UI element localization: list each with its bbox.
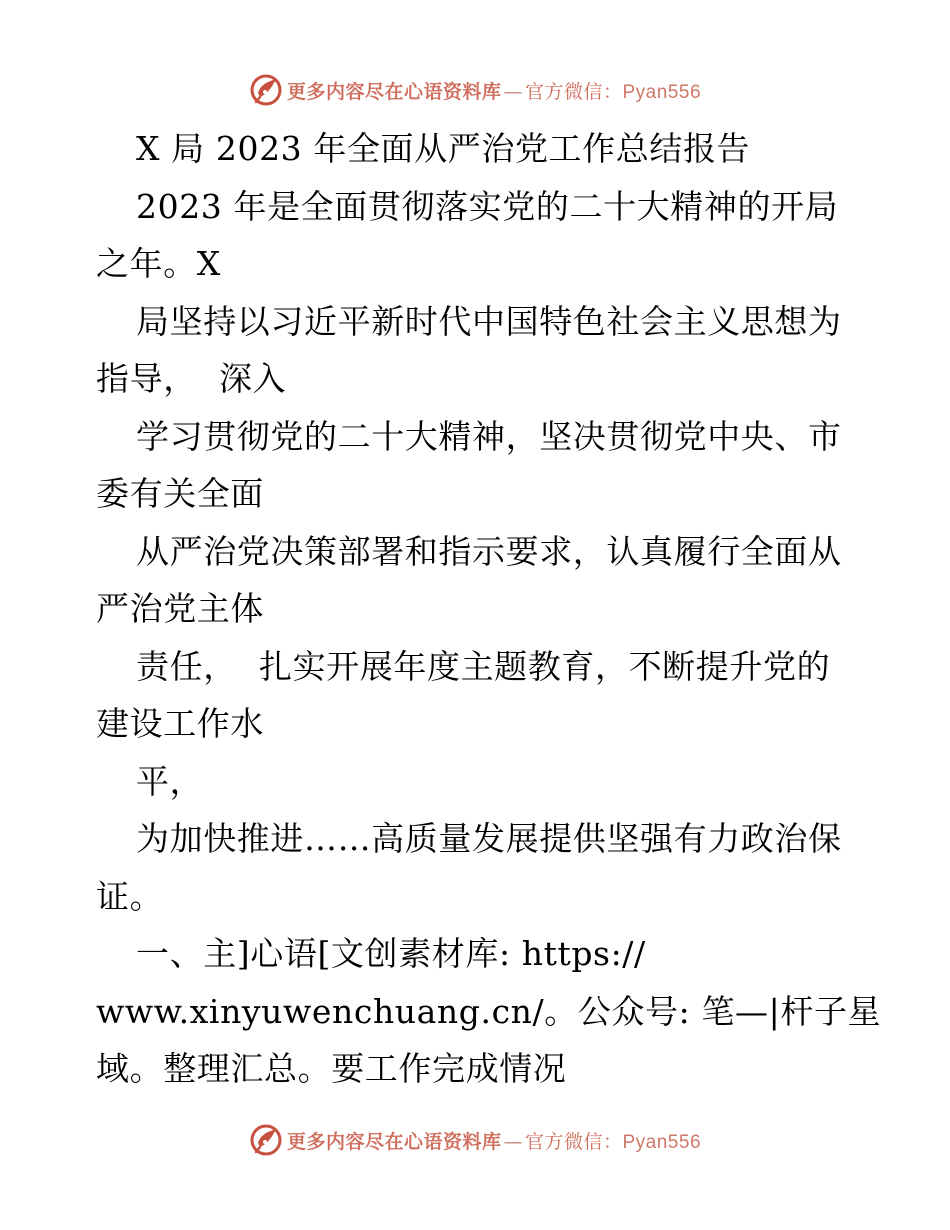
document-line: 责任， 扎实开展年度主题教育，不断提升党的 [136,646,831,686]
document-line: 委有关全面 [96,474,264,513]
document-line: 域。整理汇总。要工作完成情况 [96,1049,567,1088]
document-line: 证。 [96,876,164,916]
watermark-separator: — [503,1130,523,1153]
watermark-separator: — [503,80,523,103]
watermark-text [287,1127,701,1154]
watermark-banner-bottom [0,1120,950,1160]
document-line: 建设工作水 [96,704,264,743]
pen-logo-icon [249,73,283,107]
document-line: 2023 年是全面贯彻落实党的二十大精神的开局 [136,186,839,226]
document-line: 平， [136,761,204,801]
document-line: 学习贯彻党的二十大精神，坚决贯彻党中央、市 [136,416,842,456]
document-line: 为加快推进……高质量发展提供坚强有力政治保 [136,819,842,858]
document-body [96,120,882,1098]
watermark-banner-top [0,70,950,110]
watermark-wechat-id: Pyan556 [622,81,702,103]
document-line: 指导， 深入 [96,359,287,398]
document-line: 局坚持以习近平新时代中国特色社会主义思想为 [136,301,842,341]
document-line: 之年。X [96,244,221,283]
document-line: 从严治党决策部署和指示要求，认真履行全面从 [136,531,842,571]
watermark-main-text: 更多内容尽在心语资料库 [286,1130,502,1153]
watermark-wechat-label: 官方微信： [524,80,623,103]
document-line: 严治党主体 [96,589,264,628]
pen-logo-icon [249,1123,283,1157]
watermark-wechat-label: 官方微信： [524,1130,623,1153]
document-line: X 局 2023 年全面从严治党工作总结报告 [136,129,751,168]
document-line: www.xinyuwenchuang.cn/。公众号: 笔—|杆子星 [96,991,882,1031]
watermark-main-text: 更多内容尽在心语资料库 [286,80,502,103]
watermark-wechat-id: Pyan556 [622,1131,702,1153]
document-line: 一、主]心语[文创素材库: https:// [136,934,646,973]
watermark-text [287,77,701,104]
